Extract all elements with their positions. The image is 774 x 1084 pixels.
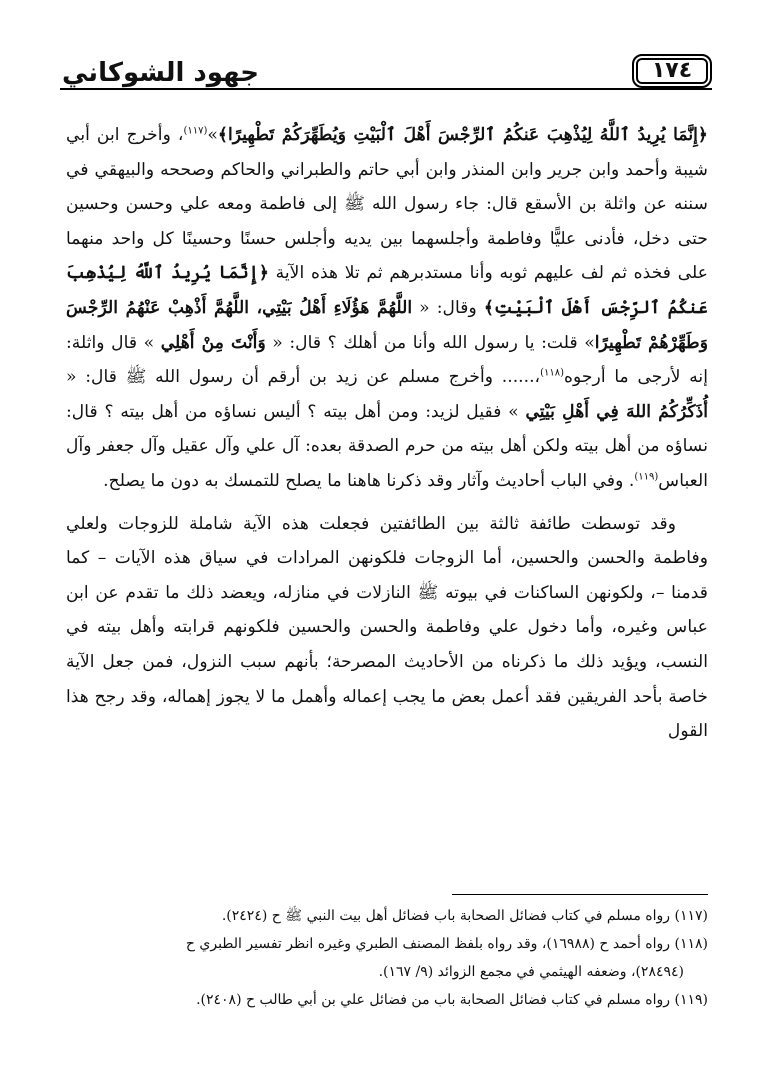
quoted-text: وَأَنْتَ مِنْ أَهْلِي	[160, 332, 266, 353]
text-run: ،...... وأخرج مسلم عن زيد بن أرقم أن رسول الله ﷺ قال: «	[66, 367, 541, 388]
paragraph-1	[66, 118, 708, 499]
quoted-text: اللَّهُمَّ هَؤُلَاءِ أَهْلُ بَيْتِي، اللَّهُمَّ أَذْهِبْ عَنْهُمُ الرِّجْسَ وَطَهِّرْهُمْ تَطْهِيرًا	[66, 297, 708, 353]
footnote-separator	[452, 894, 708, 895]
footnote-marker: (١١٧)	[183, 125, 208, 137]
text-run: » قال واثلة: إنه لأرجى ما أرجوه	[66, 332, 708, 388]
page-number: ١٧٤	[651, 58, 693, 83]
footnote-117: (١١٧) رواه مسلم في كتاب فضائل الصحابة باب فضائل أهل بيت النبي ﷺ ح (٢٤٢٤).	[221, 908, 708, 924]
text-run: » قلت: يا رسول الله وأنا من أهلك ؟ قال: «	[265, 332, 595, 353]
footnote-marker: (١١٩)	[634, 471, 659, 483]
paragraph-2: وقد توسطت طائفة ثالثة بين الطائفتين فجعلت هذه الآية شاملة للزوجات ولعلي وفاطمة والحسن والحسين، أما الزوجات فلكونهن المرادات في سياق هذه الآيات – كما قدمنا –، ولكونهن الساكنات في بيوته ﷺ النازلات في منازله، ويعضد ذلك ما تقدم عن ابن عباس وغيره، وأما دخول علي وفاطمة والحسن والحسين فلكونهم قرابته وأهل بيته في النسب، ويؤيد ذلك ما ذكرناه من الأحاديث المصرحة؛ بأنهم سبب النزول، فمن جعل الآية خاصة بأحد الفريقين فقد أعمل بعض ما يجب إعماله وأهمل ما لا يجوز إهماله، وقد رجح هذا القول	[66, 513, 708, 742]
text-run: وقال: «	[412, 297, 484, 318]
text-run: ، وأخرج ابن أبي شيبة وأحمد وابن جرير وابن المنذر وابن أبي حاتم والطبراني والحاكم وصححه والبيهقي في سننه عن واثلة بن الأسقع قال: جاء رسول الله ﷺ إلى فاطمة ومعه علي وحسن وحسين حتى دخل، فأدنى عليًّا وفاطمة وأجلسهما بين يديه وأجلس حسنًا وحسينًا كل واحد منهما على فخذه ثم لف عليهم ثوبه وأنا مستدبرهم ثم تلا هذه الآية	[66, 125, 708, 284]
quoted-text: ﴿إِنَّمَا يُرِيدُ ٱللَّهُ لِيُذْهِبَ عَنكُمُ ٱلرِّجْسَ أَهْلَ ٱلْبَيْتِ﴾	[66, 263, 708, 318]
text-run: »	[207, 125, 218, 145]
running-title: جهود الشوكاني	[62, 58, 259, 88]
footnote-119: (١١٩) رواه مسلم في كتاب فضائل الصحابة باب من فضائل علي بن أبي طالب ح (٢٤٠٨).	[196, 992, 708, 1008]
footnote-118-continued: (٢٨٤٩٤)، وضعفه الهيثمي في مجمع الزوائد (٩/ ١٦٧).	[378, 964, 684, 980]
page-number-frame	[632, 54, 712, 88]
text-run: . وفي الباب أحاديث وآثار وقد ذكرنا هاهنا ما يصلح للتمسك به دون ما يصلح.	[103, 470, 635, 491]
footnote-marker: (١١٨)	[540, 367, 565, 379]
main-text	[66, 118, 708, 749]
header-rule	[60, 88, 712, 90]
quoted-text: أُذَكِّرُكُمُ اللهَ فِي أَهْلِ بَيْتِي	[525, 401, 709, 422]
footnotes	[66, 902, 708, 1014]
footnote-118: (١١٨) رواه أحمد ح (١٦٩٨٨)، وقد رواه بلفظ المصنف الطبري وغيره انظر تفسير الطبري ح	[185, 936, 708, 952]
text-run: » فقيل لزيد: ومن أهل بيته ؟ أليس نساؤه من أهل بيته ؟ قال: نساؤه من أهل بيته ولكن أهل بيته من حرم الصدقة بعده: آل علي وآل عقيل وآل جعفر وآل العباس	[66, 401, 708, 491]
quoted-text: ﴿إِنَّمَا يُرِيدُ ٱللَّهُ لِيُذْهِبَ عَنكُمُ ٱلرِّجْسَ أَهْلَ ٱلْبَيْتِ وَيُطَهِّرَكُمْ تَطْهِيرًا﴾	[217, 125, 708, 145]
page-header	[60, 44, 712, 100]
